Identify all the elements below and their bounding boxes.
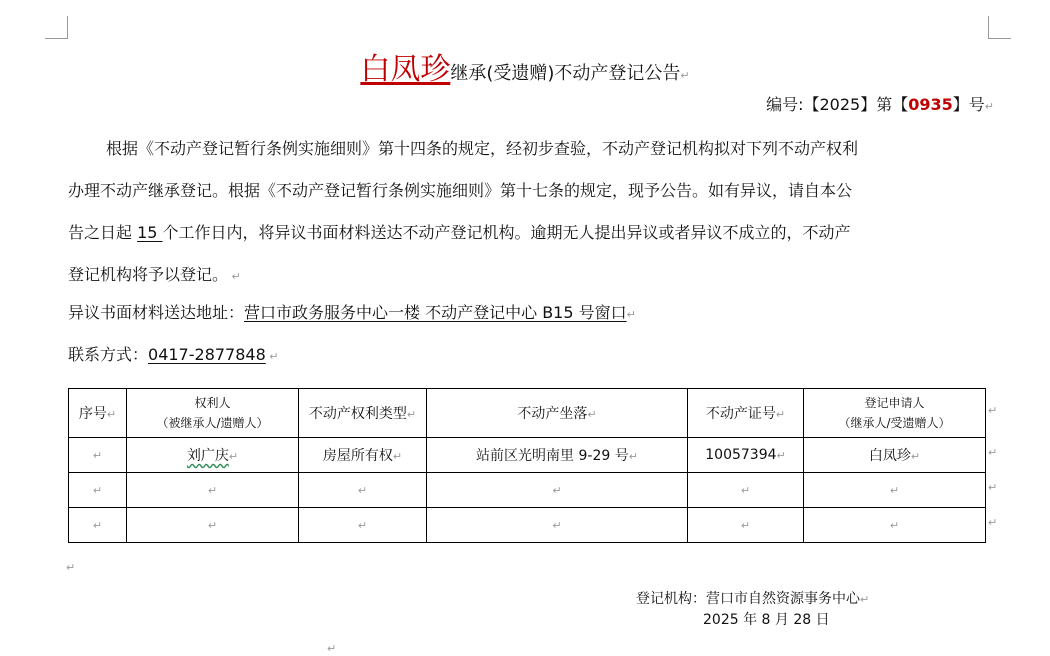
address-label: 异议书面材料送达地址： [68,303,245,322]
header-holder-label: 权利人 [194,396,231,410]
cell-right-type: ↵ [299,473,427,508]
header-applicant-sub: （继承人/受遗赠人） [838,416,951,430]
footer-agency-text: 登记机构：营口市自然资源事务中心 [636,591,860,607]
header-holder [127,389,299,438]
crop-mark-top-left [45,16,68,39]
header-cert-no: 不动产证号↵ [688,389,804,438]
footer-date-text: 2025 年 8 月 28 日 [703,612,830,628]
address-value: 营口市政务服务中心一楼 不动产登记中心 B15 号窗口 [244,303,627,322]
cell-seq: ↵ [69,438,127,473]
body-line-2: 办理不动产继承登记。根据《不动产登记暂行条例实施细则》第十七条的规定，现予公告。如有异议，请自本公 [68,181,853,200]
paragraph-mark-icon: ↵ [680,69,690,82]
body-line-1: 根据《不动产登记暂行条例实施细则》第十四条的规定，经初步查验，不动产登记机构拟对下列不动产权利 [106,139,859,158]
table-header-row [69,389,986,438]
cell-location: ↵ [427,508,688,543]
cell-applicant: ↵ [804,473,986,508]
row-end-mark-icon: ↵ [988,481,998,494]
cell-holder: ↵ [127,473,299,508]
cell-cert-no: ↵ [688,508,804,543]
paragraph-mark-icon: ↵ [327,642,337,655]
header-applicant [804,389,986,438]
row-end-mark-icon: ↵ [988,516,998,529]
crop-mark-top-right [988,16,1011,39]
cell-holder: 刘广庆↵ [127,438,299,473]
cell-location: ↵ [427,473,688,508]
document-number [766,92,994,115]
footer-date [703,609,830,629]
cell-applicant: ↵ [804,508,986,543]
cell-right-type: 房屋所有权↵ [299,438,427,473]
row-end-mark-icon: ↵ [988,404,998,417]
doc-number-prefix: 编号:【2025】第【 [766,95,909,114]
row-end-mark-icon: ↵ [988,446,998,459]
header-location: 不动产坐落↵ [427,389,688,438]
footer-agency: 登记机构：营口市自然资源事务中心↵ [636,591,870,607]
cell-seq: ↵ [69,508,127,543]
cell-applicant: 白凤珍↵ [804,438,986,473]
contact-line [68,342,278,365]
paragraph-mark-icon: ↵ [984,100,994,113]
cell-cert-no: ↵ [688,473,804,508]
header-right-type: 不动产权利类型↵ [299,389,427,438]
doc-number-value: 0935 [908,95,953,114]
table-row [69,473,986,508]
body-line-4-text: 登记机构将予以登记。 [68,265,229,284]
cell-right-type: ↵ [299,508,427,543]
body-line-3a: 告之日起 [68,223,138,242]
cell-cert-no: 10057394↵ [688,438,804,473]
doc-number-suffix: 】号 [952,95,985,114]
page-title [0,44,1050,88]
body-line-4 [68,254,990,298]
paragraph-mark-icon: ↵ [66,561,76,574]
paragraph-mark-icon: ↵ [626,308,636,321]
registration-table [68,388,986,543]
contact-value: 0417-2877848 [148,345,266,364]
body-line-3b: 个工作日内，将异议书面材料送达不动产登记机构。逾期无人提出异议或者异议不成立的，不动产 [162,223,851,242]
table-row [69,438,986,473]
cell-holder: ↵ [127,508,299,543]
body-line-3 [68,212,990,254]
header-seq-label: 序号 [78,406,107,422]
paragraph-mark-icon: ↵ [228,270,241,283]
title-rest: 继承(受遗赠)不动产登记公告 [450,63,681,84]
contact-label: 联系方式： [68,345,149,364]
table-row [69,508,986,543]
objection-days: 15 [137,223,163,242]
header-seq: 序号↵ [69,389,127,438]
header-applicant-label: 登记申请人 [864,396,925,410]
header-right-type-label: 不动产权利类型 [308,406,407,422]
announcement-body [68,128,990,298]
cell-location: 站前区光明南里 9-29 号↵ [427,438,688,473]
header-cert-no-label: 不动产证号 [705,406,776,422]
cell-seq: ↵ [69,473,127,508]
header-holder-sub: （被继承人/遗赠人） [156,416,269,430]
address-line [68,300,636,323]
title-name: 白凤珍 [360,52,451,87]
paragraph-mark-icon: ↵ [265,350,279,363]
header-location-label: 不动产坐落 [517,406,588,422]
